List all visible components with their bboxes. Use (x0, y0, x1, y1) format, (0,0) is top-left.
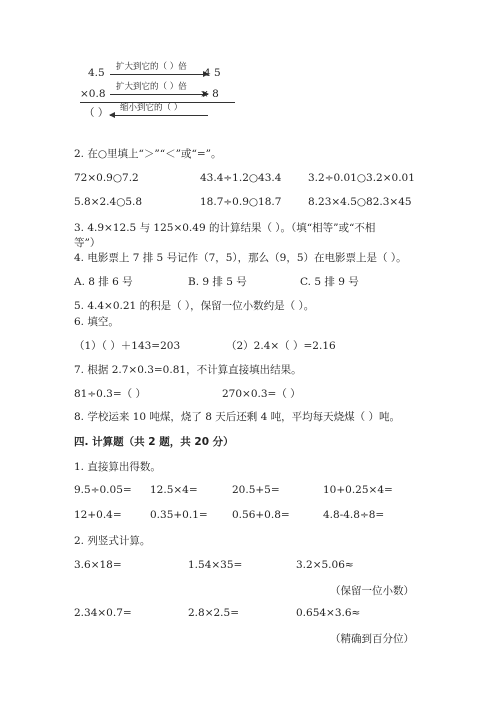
diagram-row3-label: 缩小到它的（ ） (120, 103, 183, 113)
q2-cell: 5.8×2.4○5.8 (74, 196, 143, 208)
q2-cell: 8.23×4.5○82.3×45 (308, 196, 412, 208)
diagram-row2-right: × 8 (200, 88, 219, 100)
c2-cell: 1.54×35= (188, 559, 243, 571)
c1-title: 1. 直接算出得数。 (74, 461, 161, 473)
q2-cell: 18.7÷0.9○18.7 (200, 196, 282, 208)
q4-text: 4. 电影票上 7 排 5 号记作（7，5），那么（9，5）在电影票上是（ ）。 (74, 252, 407, 264)
diagram-row2-label: 扩大到它的（ ）倍 (116, 82, 187, 92)
q4-option-a: A. 8 排 6 号 (74, 276, 133, 288)
q8-text: 8. 学校运来 10 吨煤，烧了 8 天后还剩 4 吨，平均每天烧煤（ ）吨。 (74, 411, 400, 423)
c2-cell: 3.2×5.06≈ (296, 559, 354, 571)
q6-item: （1）（ ）＋143=203 (74, 340, 181, 352)
transform-diagram (80, 60, 240, 120)
q3-line1: 3. 4.9×12.5 与 125×0.49 的计算结果（ ）。（填“相等”或“不相 (74, 222, 376, 234)
c2-cell: 2.34×0.7= (74, 607, 132, 619)
c1-cell: 0.56+0.8= (232, 509, 290, 521)
c1-cell: 20.5+5= (232, 484, 280, 496)
c1-cell: 10+0.25×4= (323, 484, 393, 496)
q2-cell: 3.2÷0.01○3.2×0.01 (308, 172, 415, 184)
diagram-row1-label: 扩大到它的（ ）倍 (116, 62, 187, 72)
q2-cell: 43.4÷1.2○43.4 (200, 172, 282, 184)
c2-note: （精确到百分位） (330, 633, 414, 645)
q3-line2: 等”） (74, 237, 101, 249)
arrow-right-icon (110, 94, 208, 95)
c1-cell: 4.8-4.8÷8= (323, 509, 385, 521)
q4-option-b: B. 9 排 5 号 (188, 276, 247, 288)
c1-cell: 0.35+0.1= (150, 509, 208, 521)
diagram-row1-left: 4.5 (88, 67, 105, 79)
c2-note: （保留一位小数） (330, 585, 414, 597)
c2-cell: 0.654×3.6≈ (296, 607, 361, 619)
diagram-row3-left: （ ） (84, 107, 109, 119)
q5-text: 5. 4.4×0.21 的积是（ ），保留一位小数约是（ ）。 (74, 300, 315, 312)
c1-cell: 9.5÷0.05= (74, 484, 132, 496)
q6-item: （2）2.4×（ ）=2.16 (226, 340, 336, 352)
q4-option-c: C. 5 排 9 号 (300, 276, 359, 288)
q2-title: 2. 在○里填上“＞”“＜”或“=”。 (74, 148, 222, 160)
q7-title: 7. 根据 2.7×0.3=0.81，不计算直接填出结果。 (74, 364, 302, 376)
arrow-right-icon (110, 74, 208, 75)
diagram-row2-left: ×0.8 (80, 88, 106, 100)
diagram-row1-right: 4 5 (204, 67, 221, 79)
section-title: 四. 计算题（共 2 题，共 20 分） (74, 436, 234, 448)
c1-cell: 12+0.4= (74, 509, 122, 521)
c2-cell: 2.8×2.5= (188, 607, 239, 619)
q7-item: 270×0.3=（ ） (222, 388, 301, 400)
q6-title: 6. 填空。 (74, 316, 119, 328)
c2-cell: 3.6×18= (74, 559, 122, 571)
c2-title: 2. 列竖式计算。 (74, 535, 151, 547)
q7-item: 81÷0.3=（ ） (74, 388, 146, 400)
q2-cell: 72×0.9○7.2 (74, 172, 139, 184)
c1-cell: 12.5×4= (150, 484, 198, 496)
arrow-left-icon (110, 115, 208, 116)
